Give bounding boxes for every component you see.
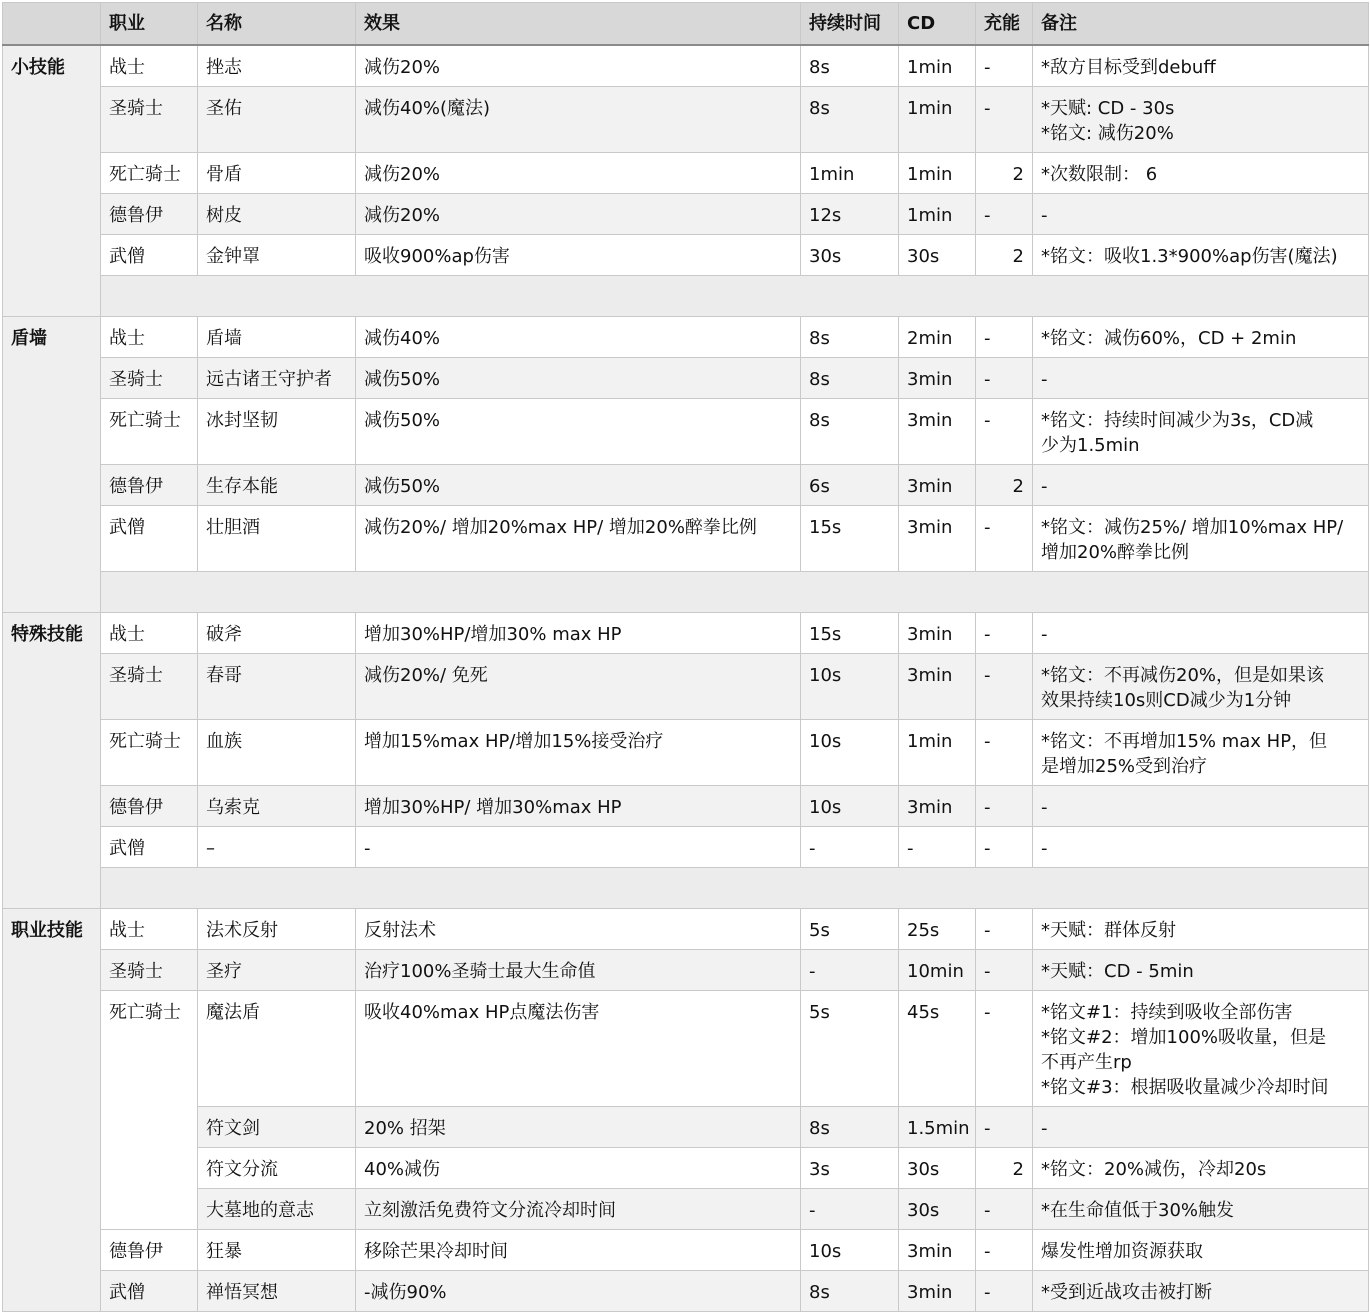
cell-cd: 3min — [899, 465, 976, 506]
note-line: - — [1041, 624, 1048, 645]
cell-class: 武僧 — [101, 235, 198, 276]
note-line: 增加20%醉拳比例 — [1041, 542, 1190, 563]
cell-duration: 15s — [801, 506, 899, 572]
note-line: *铭文：减伤25%/ 增加10%max HP/ — [1041, 517, 1344, 538]
note-line: 是增加25%受到治疗 — [1041, 756, 1208, 777]
table-body — [3, 45, 1369, 1312]
cell-class: 圣骑士 — [101, 950, 198, 991]
cell-cd: 3min — [899, 506, 976, 572]
cell-class: 德鲁伊 — [101, 194, 198, 235]
cell-duration: 10s — [801, 1230, 899, 1271]
cell-class: 武僧 — [101, 1271, 198, 1312]
table-row — [3, 399, 1369, 465]
cell-cd: - — [899, 827, 976, 868]
cell-class: 战士 — [101, 45, 198, 87]
note-line: 少为1.5min — [1041, 435, 1140, 456]
cell-notes — [1033, 153, 1369, 194]
table-row — [3, 827, 1369, 868]
table-row — [3, 1107, 1369, 1148]
cell-cd: 30s — [899, 235, 976, 276]
cell-effect: 减伤20%/ 免死 — [356, 654, 801, 720]
cell-duration: 8s — [801, 399, 899, 465]
table-row — [3, 1189, 1369, 1230]
header-cd: CD — [899, 3, 976, 46]
cell-cd: 3min — [899, 399, 976, 465]
header-group — [3, 3, 101, 46]
cell-skill-name: 远古诸王守护者 — [198, 358, 356, 399]
note-line: - — [1041, 797, 1048, 818]
cell-class: 武僧 — [101, 506, 198, 572]
header-class: 职业 — [101, 3, 198, 46]
cell-class: 死亡骑士 — [101, 991, 198, 1230]
cell-cd: 45s — [899, 991, 976, 1107]
cell-notes — [1033, 786, 1369, 827]
cell-duration: 3s — [801, 1148, 899, 1189]
note-line: *铭文#3：根据吸收量减少冷却时间 — [1041, 1077, 1329, 1098]
cell-skill-name: 大墓地的意志 — [198, 1189, 356, 1230]
cell-notes — [1033, 950, 1369, 991]
spacer-cell — [101, 276, 1369, 317]
cell-duration: 8s — [801, 358, 899, 399]
note-line: *铭文：20%减伤，冷却20s — [1041, 1159, 1267, 1180]
cell-cd: 30s — [899, 1148, 976, 1189]
cell-effect: 增加30%HP/增加30% max HP — [356, 613, 801, 654]
table-row — [3, 654, 1369, 720]
note-line: *铭文：减伤60%，CD + 2min — [1041, 328, 1297, 349]
cell-charge: 2 — [976, 235, 1033, 276]
cell-notes — [1033, 1271, 1369, 1312]
cell-charge: - — [976, 720, 1033, 786]
header-name: 名称 — [198, 3, 356, 46]
cell-charge: - — [976, 506, 1033, 572]
table-row — [3, 87, 1369, 153]
note-line: *铭文#1：持续到吸收全部伤害 — [1041, 1002, 1293, 1023]
cell-skill-name: 破斧 — [198, 613, 356, 654]
table-row — [3, 465, 1369, 506]
table-row — [3, 153, 1369, 194]
cell-notes — [1033, 613, 1369, 654]
cell-skill-name: 法术反射 — [198, 909, 356, 950]
note-line: 爆发性增加资源获取 — [1041, 1241, 1203, 1262]
cell-class: 德鲁伊 — [101, 465, 198, 506]
table-row — [3, 991, 1369, 1107]
group-label: 特殊技能 — [3, 613, 101, 909]
cell-charge: 2 — [976, 1148, 1033, 1189]
table-row — [3, 1271, 1369, 1312]
cell-effect: 40%减伤 — [356, 1148, 801, 1189]
note-line: *铭文：持续时间减少为3s，CD减 — [1041, 410, 1314, 431]
group-spacer-row — [3, 276, 1369, 317]
cell-skill-name: 挫志 — [198, 45, 356, 87]
cell-class: 德鲁伊 — [101, 1230, 198, 1271]
cell-charge: - — [976, 654, 1033, 720]
cell-cd: 3min — [899, 613, 976, 654]
cell-notes — [1033, 465, 1369, 506]
cell-notes — [1033, 45, 1369, 87]
table-row — [3, 1230, 1369, 1271]
cell-skill-name: 圣疗 — [198, 950, 356, 991]
cell-class: 武僧 — [101, 827, 198, 868]
cell-cd: 1min — [899, 87, 976, 153]
note-line: - — [1041, 476, 1048, 497]
cell-charge: 2 — [976, 153, 1033, 194]
table-row — [3, 720, 1369, 786]
cell-effect: 减伤40% — [356, 317, 801, 358]
cell-duration: 8s — [801, 87, 899, 153]
note-line: *次数限制： 6 — [1041, 164, 1158, 185]
cell-duration: 10s — [801, 720, 899, 786]
cell-effect: 增加30%HP/ 增加30%max HP — [356, 786, 801, 827]
spacer-cell — [101, 868, 1369, 909]
note-line: *天赋: CD - 30s — [1041, 98, 1175, 119]
table-row — [3, 786, 1369, 827]
cell-cd: 3min — [899, 1271, 976, 1312]
table-row — [3, 909, 1369, 950]
cell-effect: 治疗100%圣骑士最大生命值 — [356, 950, 801, 991]
table-row — [3, 45, 1369, 87]
cell-cd: 10min — [899, 950, 976, 991]
spacer-cell — [101, 572, 1369, 613]
cell-skill-name: 骨盾 — [198, 153, 356, 194]
note-line: *铭文#2：增加100%吸收量，但是 — [1041, 1027, 1326, 1048]
cell-class: 死亡骑士 — [101, 399, 198, 465]
cell-notes — [1033, 654, 1369, 720]
cell-class: 战士 — [101, 909, 198, 950]
cell-skill-name: 树皮 — [198, 194, 356, 235]
cell-class: 战士 — [101, 613, 198, 654]
cell-duration: 5s — [801, 909, 899, 950]
cell-skill-name: 狂暴 — [198, 1230, 356, 1271]
cell-charge: - — [976, 1271, 1033, 1312]
cell-effect: 减伤20% — [356, 194, 801, 235]
cell-duration: 10s — [801, 786, 899, 827]
cell-class: 战士 — [101, 317, 198, 358]
header-notes: 备注 — [1033, 3, 1369, 46]
cell-class: 圣骑士 — [101, 654, 198, 720]
cell-effect: 20% 招架 — [356, 1107, 801, 1148]
cell-notes — [1033, 1148, 1369, 1189]
cell-effect: 减伤20% — [356, 45, 801, 87]
cell-charge: - — [976, 786, 1033, 827]
cell-notes — [1033, 1189, 1369, 1230]
cell-charge: - — [976, 950, 1033, 991]
cell-skill-name: 金钟罩 — [198, 235, 356, 276]
cell-effect: 立刻激活免费符文分流冷却时间 — [356, 1189, 801, 1230]
cell-charge: 2 — [976, 465, 1033, 506]
cell-duration: - — [801, 1189, 899, 1230]
note-line: *在生命值低于30%触发 — [1041, 1200, 1235, 1221]
cell-class: 圣骑士 — [101, 87, 198, 153]
cell-charge: - — [976, 194, 1033, 235]
note-line: - — [1041, 205, 1048, 226]
cell-cd: 3min — [899, 358, 976, 399]
cell-notes — [1033, 506, 1369, 572]
cell-duration: 8s — [801, 1271, 899, 1312]
cell-charge: - — [976, 1107, 1033, 1148]
cell-notes — [1033, 909, 1369, 950]
table-row — [3, 1148, 1369, 1189]
cell-effect: 减伤50% — [356, 358, 801, 399]
cell-notes — [1033, 358, 1369, 399]
cell-duration: 8s — [801, 1107, 899, 1148]
cell-cd: 1.5min — [899, 1107, 976, 1148]
table-row — [3, 613, 1369, 654]
cell-duration: 12s — [801, 194, 899, 235]
note-line: - — [1041, 1118, 1048, 1139]
note-line: *天赋：CD - 5min — [1041, 961, 1194, 982]
cell-duration: - — [801, 950, 899, 991]
table-row — [3, 950, 1369, 991]
table-row — [3, 235, 1369, 276]
cell-skill-name: 盾墙 — [198, 317, 356, 358]
cell-effect: 移除芒果冷却时间 — [356, 1230, 801, 1271]
cell-charge: - — [976, 87, 1033, 153]
cell-skill-name: 乌索克 — [198, 786, 356, 827]
table-row — [3, 194, 1369, 235]
group-spacer-row — [3, 572, 1369, 613]
cell-duration: 8s — [801, 45, 899, 87]
cell-cd: 1min — [899, 194, 976, 235]
cell-notes — [1033, 317, 1369, 358]
table-row — [3, 358, 1369, 399]
header-charge: 充能 — [976, 3, 1033, 46]
cell-notes — [1033, 1107, 1369, 1148]
cell-charge: - — [976, 358, 1033, 399]
cell-duration: 30s — [801, 235, 899, 276]
cell-skill-name: – — [198, 827, 356, 868]
cell-skill-name: 血族 — [198, 720, 356, 786]
cell-class: 圣骑士 — [101, 358, 198, 399]
cell-skill-name: 圣佑 — [198, 87, 356, 153]
cell-effect: 反射法术 — [356, 909, 801, 950]
cell-charge: - — [976, 1189, 1033, 1230]
note-line: *天赋：群体反射 — [1041, 920, 1176, 941]
cell-skill-name: 壮胆酒 — [198, 506, 356, 572]
cell-effect: 减伤20%/ 增加20%max HP/ 增加20%醉拳比例 — [356, 506, 801, 572]
cell-duration: - — [801, 827, 899, 868]
cell-effect: - — [356, 827, 801, 868]
note-line: *敌方目标受到debuff — [1041, 57, 1216, 78]
group-label: 职业技能 — [3, 909, 101, 1312]
cell-charge: - — [976, 909, 1033, 950]
cell-notes — [1033, 399, 1369, 465]
note-line: - — [1041, 369, 1048, 390]
cell-effect: 减伤50% — [356, 465, 801, 506]
cell-notes — [1033, 235, 1369, 276]
cell-duration: 5s — [801, 991, 899, 1107]
cell-skill-name: 春哥 — [198, 654, 356, 720]
cell-cd: 2min — [899, 317, 976, 358]
cell-cd: 3min — [899, 786, 976, 827]
cell-duration: 1min — [801, 153, 899, 194]
note-line: *受到近战攻击被打断 — [1041, 1282, 1212, 1303]
cell-class: 德鲁伊 — [101, 786, 198, 827]
cell-duration: 15s — [801, 613, 899, 654]
note-line: 效果持续10s则CD减少为1分钟 — [1041, 690, 1292, 711]
cell-charge: - — [976, 45, 1033, 87]
cell-skill-name: 魔法盾 — [198, 991, 356, 1107]
header-duration: 持续时间 — [801, 3, 899, 46]
skills-table — [2, 2, 1369, 1312]
cell-skill-name: 冰封坚韧 — [198, 399, 356, 465]
cell-effect: 增加15%max HP/增加15%接受治疗 — [356, 720, 801, 786]
cell-duration: 6s — [801, 465, 899, 506]
cell-cd: 30s — [899, 1189, 976, 1230]
cell-cd: 1min — [899, 45, 976, 87]
header-row — [3, 3, 1369, 46]
cell-skill-name: 禅悟冥想 — [198, 1271, 356, 1312]
cell-skill-name: 符文剑 — [198, 1107, 356, 1148]
note-line: *铭文：不再减伤20%，但是如果该 — [1041, 665, 1325, 686]
group-label: 小技能 — [3, 45, 101, 317]
cell-cd: 3min — [899, 1230, 976, 1271]
note-line: *铭文：不再增加15% max HP，但 — [1041, 731, 1328, 752]
cell-notes — [1033, 720, 1369, 786]
cell-charge: - — [976, 399, 1033, 465]
header-effect: 效果 — [356, 3, 801, 46]
cell-cd: 1min — [899, 720, 976, 786]
cell-effect: 减伤50% — [356, 399, 801, 465]
cell-notes — [1033, 87, 1369, 153]
cell-charge: - — [976, 991, 1033, 1107]
cell-duration: 8s — [801, 317, 899, 358]
cell-charge: - — [976, 1230, 1033, 1271]
cell-duration: 10s — [801, 654, 899, 720]
cell-skill-name: 符文分流 — [198, 1148, 356, 1189]
table-row — [3, 506, 1369, 572]
cell-charge: - — [976, 613, 1033, 654]
group-label: 盾墙 — [3, 317, 101, 613]
note-line: *铭文：吸收1.3*900%ap伤害(魔法) — [1041, 246, 1338, 267]
cell-class: 死亡骑士 — [101, 153, 198, 194]
cell-skill-name: 生存本能 — [198, 465, 356, 506]
cell-notes — [1033, 1230, 1369, 1271]
note-line: *铭文: 减伤20% — [1041, 123, 1174, 144]
table-row — [3, 317, 1369, 358]
cell-notes — [1033, 194, 1369, 235]
cell-effect: 减伤40%(魔法) — [356, 87, 801, 153]
cell-effect: 吸收40%max HP点魔法伤害 — [356, 991, 801, 1107]
cell-cd: 25s — [899, 909, 976, 950]
cell-cd: 3min — [899, 654, 976, 720]
cell-charge: - — [976, 317, 1033, 358]
group-spacer-row — [3, 868, 1369, 909]
cell-cd: 1min — [899, 153, 976, 194]
note-line: 不再产生rp — [1041, 1052, 1132, 1073]
cell-notes — [1033, 991, 1369, 1107]
note-line: - — [1041, 838, 1048, 859]
cell-charge: - — [976, 827, 1033, 868]
cell-effect: 吸收900%ap伤害 — [356, 235, 801, 276]
cell-effect: 减伤20% — [356, 153, 801, 194]
cell-notes — [1033, 827, 1369, 868]
cell-class: 死亡骑士 — [101, 720, 198, 786]
cell-effect: -减伤90% — [356, 1271, 801, 1312]
